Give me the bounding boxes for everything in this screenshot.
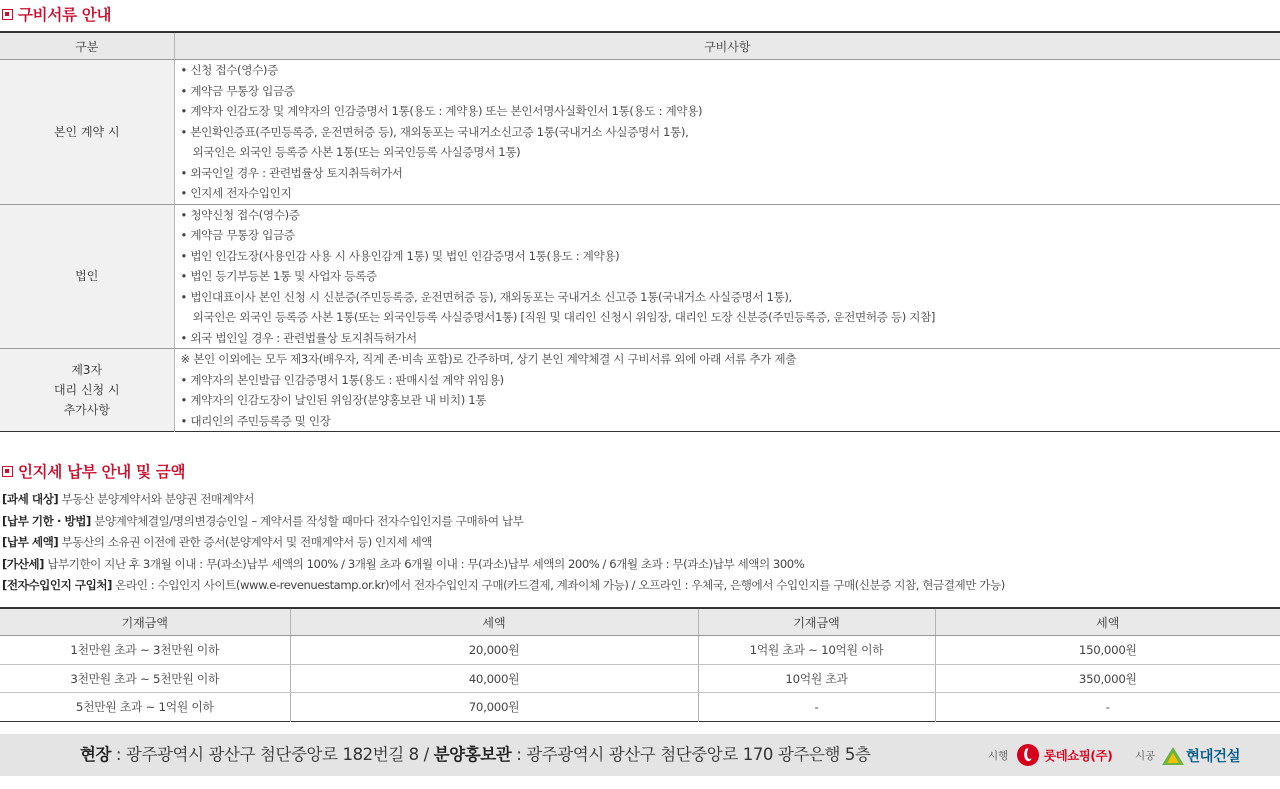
- list-item: • 계약자의 본인발급 인감증명서 1통(용도 : 판매시설 계약 위임용): [181, 370, 1280, 391]
- info-text: 납부기한이 지난 후 3개월 이내 : 무(과소)납부 세액의 100% / 3개월 초과 6개월 이내 : 무(과소)납부 세액의 200% / 6개월 초과 : 무(과소)납부 세액의 300%: [43, 556, 805, 571]
- builder-label: 시공: [1135, 750, 1156, 762]
- table-row: [0, 693, 1280, 722]
- info-text: 부동산 분양계약서와 분양권 전매계약서: [58, 492, 254, 506]
- table-cell: 70,000원: [290, 693, 698, 722]
- info-tax-amount: [2, 532, 1005, 554]
- list-item: • 법인대표이사 본인 신청 시 신분증(주민등록증, 운전면허증 등), 재외동포는 국내거소 신고증 1통(국내거소 사실증명서 1통),: [181, 287, 1280, 308]
- table-row: [0, 60, 1280, 205]
- info-text: 온라인 : 수입인지 사이트(www.e-revenuestamp.or.kr)에서 전자수입인지 구매(카드결제, 계좌이체 가능) / 오프라인 : 우체국, 은행에서 수입인지를 구매(신분증 지참, 현금결제만 가능): [112, 578, 1005, 593]
- table-cell: -: [698, 693, 935, 722]
- square-bullet-icon: [2, 466, 13, 477]
- info-label: [가산세]: [2, 556, 44, 571]
- info-purchase-place: [2, 575, 1005, 597]
- table-header-row: [0, 608, 1280, 636]
- row-category-individual: 본인 계약 시: [0, 60, 174, 205]
- stamp-section-title: [2, 460, 185, 482]
- row-category-third-party: 제3자 대리 신청 시 추가사항: [0, 349, 174, 432]
- column-header-amount-1: 기재금액: [0, 608, 290, 636]
- info-penalty-tax: [2, 554, 1005, 576]
- table-cell: 350,000원: [935, 664, 1280, 693]
- list-item: • 계약금 무통장 입금증: [181, 81, 1280, 102]
- square-bullet-icon: [2, 9, 13, 20]
- table-row: [0, 204, 1280, 349]
- column-header-amount-2: 기재금액: [698, 608, 935, 636]
- list-item-continuation: 외국인은 외국인 등록증 사본 1통(또는 외국인등록 사실증명서 1통): [192, 145, 521, 159]
- row-category-corporation: 법인: [0, 204, 174, 349]
- table-cell: 10억원 초과: [698, 664, 935, 693]
- row-items-third-party: [174, 349, 1280, 432]
- stamp-info-list: [2, 489, 1005, 597]
- list-item: • 법인 등기부등본 1통 및 사업자 등록증: [181, 266, 1280, 287]
- info-text: 부동산의 소유권 이전에 관한 증서(분양계약서 및 전매계약서 등) 인지세 세액: [58, 535, 433, 550]
- column-header-tax-2: 세액: [935, 608, 1280, 636]
- info-label: [전자수입인지 구입처]: [2, 578, 113, 593]
- list-item: • 외국인일 경우 : 관련법률상 토지취득허가서: [181, 163, 1280, 184]
- hyundai-triangle-icon: [1162, 747, 1184, 765]
- list-item: • 계약금 무통장 입금증: [181, 225, 1280, 246]
- builder-name: 현대건설: [1186, 749, 1241, 765]
- required-documents-table: [0, 31, 1280, 432]
- list-item: • 법인 인감도장(사용인감 사용 시 사용인감계 1통) 및 법인 인감증명서 1통(용도 : 계약용): [181, 246, 1280, 267]
- lotte-logo-icon: [1016, 743, 1040, 767]
- list-item: • 계약자 인감도장 및 계약자의 인감증명서 1통(용도 : 계약용) 또는 본인서명사실확인서 1통(용도 : 계약용): [181, 101, 1280, 122]
- site-address: : 광주광역시 광산구 첨단중앙로 182번길 8 /: [111, 745, 434, 764]
- developer-label: 시행: [988, 750, 1009, 762]
- list-item: • 본인확인증표(주민등록증, 운전면허증 등), 재외동포는 국내거소신고증 1통(국내거소 사실증명서 1통),: [181, 122, 1280, 143]
- note-text: ※ 본인 이외에는 모두 제3자(배우자, 직계 존·비속 포함)로 간주하며, 상기 본인 계약체결 시 구비서류 외에 아래 서류 추가 제출: [180, 352, 797, 366]
- list-item: • 외국 법인일 경우 : 관련법률상 토지취득허가서: [181, 328, 1280, 349]
- info-label: [납부 기한 · 방법]: [2, 513, 91, 528]
- info-label: [과세 대상]: [2, 492, 59, 506]
- column-header-category: 구분: [0, 32, 174, 60]
- docs-section-title-text: 구비서류 안내: [18, 6, 112, 24]
- stamp-tax-table: [0, 607, 1280, 722]
- info-text: 분양계약체결일/명의변경승인일 – 계약서를 작성할 때마다 전자수입인지를 구매하여 납부: [90, 513, 524, 528]
- developer-name: 롯데쇼핑(주): [1044, 748, 1113, 763]
- list-item-continuation: 외국인은 외국인 등록증 사본 1통(또는 외국인등록 사실증명서1통) [직원 및 대리인 신청시 위임장, 대리인 도장 신분증(주민등록증, 운전면허증 등) 지참]: [192, 310, 936, 324]
- lotte-shopping-logo: [1016, 743, 1112, 767]
- table-cell: 20,000원: [290, 636, 698, 665]
- table-cell: 1억원 초과 ~ 10억원 이하: [698, 636, 935, 665]
- table-row: [0, 636, 1280, 665]
- table-cell: 150,000원: [935, 636, 1280, 665]
- gallery-address: : 광주광역시 광산구 첨단중앙로 170 광주은행 5층: [511, 745, 871, 764]
- list-item: • 인지세 전자수입인지: [181, 183, 1280, 204]
- docs-section-title: [2, 3, 111, 25]
- row-items-corporation: [174, 204, 1280, 349]
- table-cell: 5천만원 초과 ~ 1억원 이하: [0, 693, 290, 722]
- column-header-requirements: 구비사항: [174, 32, 1280, 60]
- gallery-label: 분양홍보관: [433, 745, 512, 764]
- info-deadline-method: [2, 511, 1005, 533]
- info-label: [납부 세액]: [2, 535, 59, 550]
- footer-bar: [0, 734, 1280, 776]
- list-item: • 청약신청 접수(영수)증: [181, 205, 1280, 226]
- footer-address: [80, 734, 871, 776]
- list-item: • 대리인의 주민등록증 및 인장: [181, 411, 1280, 432]
- list-item: • 계약자의 인감도장이 날인된 위임장(분양홍보관 내 비치) 1통: [181, 390, 1280, 411]
- table-cell: 40,000원: [290, 664, 698, 693]
- column-header-tax-1: 세액: [290, 608, 698, 636]
- table-row: [0, 664, 1280, 693]
- table-cell: -: [1105, 699, 1110, 714]
- row-items-individual: [174, 60, 1280, 205]
- stamp-section-title-text: 인지세 납부 안내 및 금액: [18, 463, 186, 481]
- info-tax-target: [2, 489, 1005, 511]
- table-cell: 3천만원 초과 ~ 5천만원 이하: [0, 664, 290, 693]
- list-item: • 신청 접수(영수)증: [181, 60, 1280, 81]
- table-row: [0, 349, 1280, 432]
- table-cell: 1천만원 초과 ~ 3천만원 이하: [0, 636, 290, 665]
- table-header-row: [0, 32, 1280, 60]
- site-label: 현장: [80, 745, 112, 764]
- hyundai-ec-logo: [1162, 745, 1240, 766]
